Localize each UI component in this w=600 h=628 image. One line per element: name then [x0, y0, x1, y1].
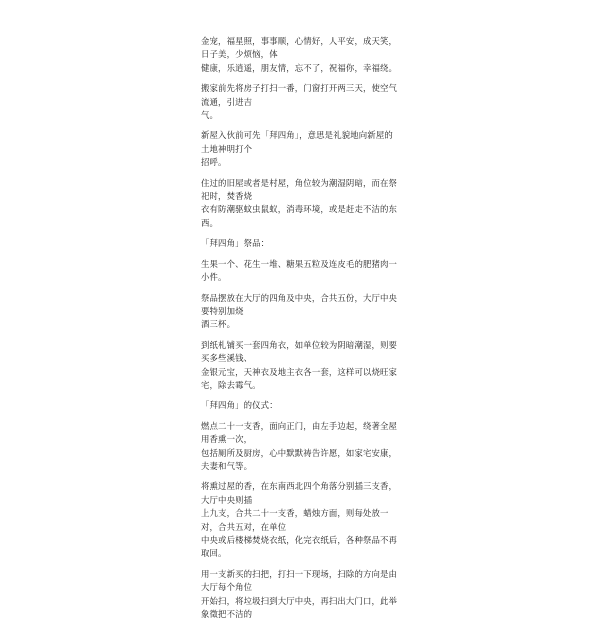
paragraph-offering-items: 生果一个、花生一堆、糖果五粒及连皮毛的肥猪肉一小件。 [201, 258, 398, 283]
paragraph-sweeping: 用一支新买的扫把，打扫一下现场，扫除的方向是由大厅每个角位 开始扫，将垃圾扫到大厅中央，再扫出大门口，此举象徵把不洁的 [201, 568, 398, 620]
heading-offerings: 「拜四角」祭品： [201, 238, 270, 249]
heading-ritual: 「拜四角」的仪式： [201, 400, 278, 411]
paragraph-old-house: 住过的旧屋或者是村屋，角位较为潮湿阴暗，而在祭祀时，焚香烧 衣有防潮驱蚊虫鼠蚁，消毒环境，或是赶走不洁的东西。 [201, 177, 398, 228]
paragraph-placement: 祭品摆放在大厅的四角及中央，合共五份，大厅中央要特别加烧 酒三杯。 [201, 292, 398, 330]
paragraph-intro: 新屋入伙前可先「拜四角」，意思是礼貌地向新屋的土地神明打个 招呼。 [201, 130, 393, 168]
paragraph-incense: 燃点二十一支香，面向正门，由左手边起，绕著全屋用香熏一次， 包括厕所及厨房，心中默默祷告许愿，如家宅安康，夫妻和气等。 [201, 420, 398, 471]
paragraph-blessing: 金宠，福星照，事事顺，心情好，人平安，成天笑，日子美，少烦恼，体 健康，乐逍遥，朋友情，忘不了，祝福你，幸福绕。 [201, 36, 398, 73]
document-body [201, 35, 401, 628]
paragraph-incense-placement: 将熏过屋的香，在东南西北四个角落分别插三支香，大厅中央则插 上九支，合共二十一支香，蜡烛方面，则每处放一对，合共五对，在单位 中央或后楼梯焚烧衣纸，化完衣纸后，各种祭品不再取回。 [201, 481, 398, 559]
paragraph-cleaning: 搬家前先将房子打扫一番，门窗打开两三天，使空气流通，引进吉 气。 [201, 83, 398, 121]
paragraph-paper-clothes: 到纸札铺买一套四角衣，如单位较为阴暗潮湿，则要买多些溪钱、 金银元宝，天神衣及地主衣各一套，这样可以烧旺家宅，除去霉气。 [201, 339, 398, 390]
